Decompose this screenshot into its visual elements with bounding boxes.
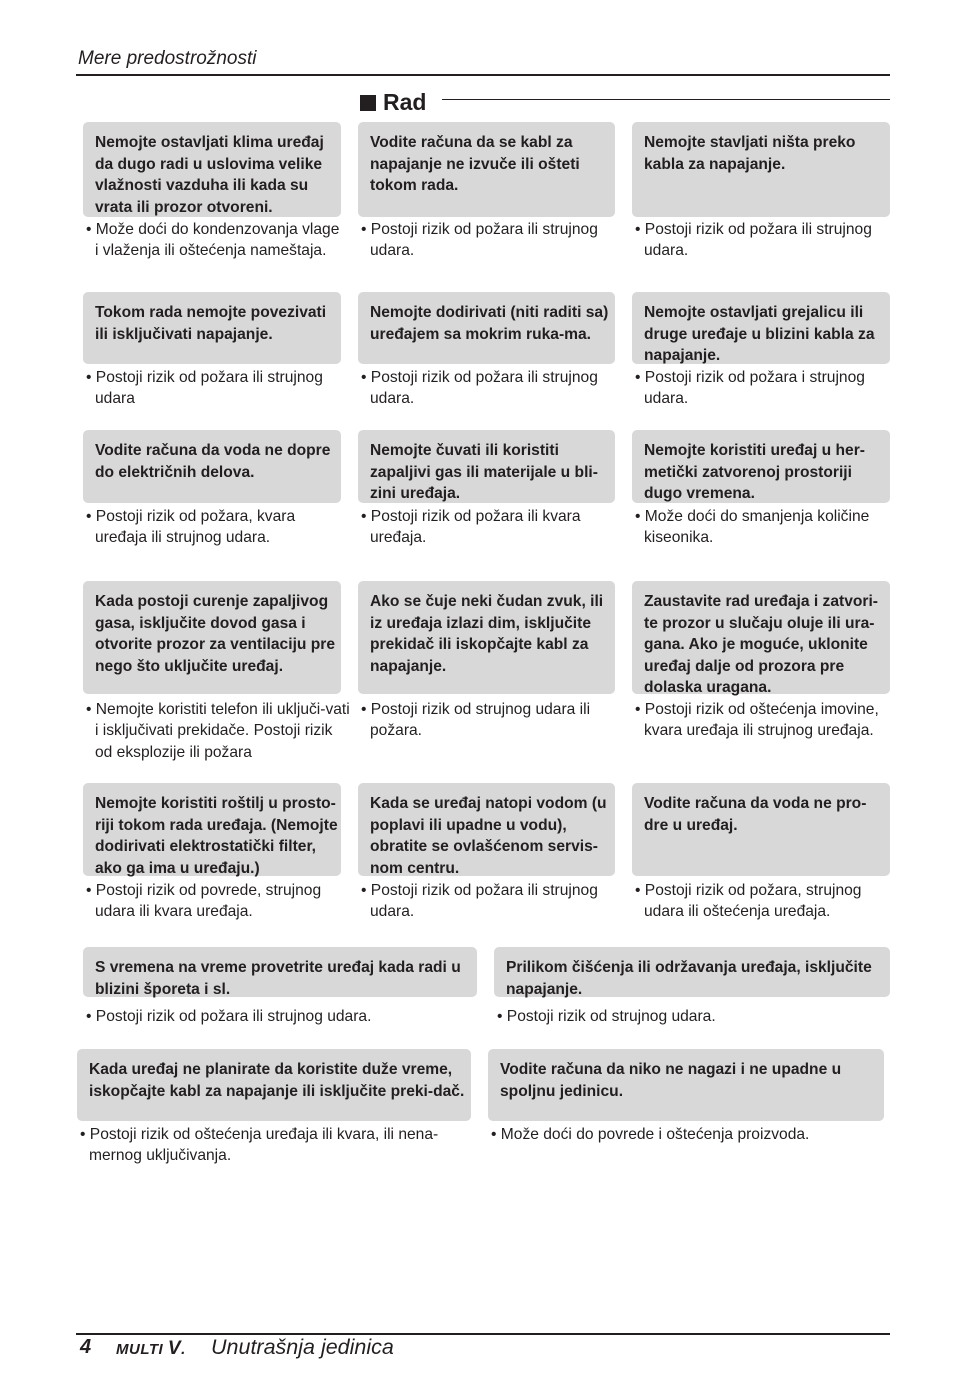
- warning-box: Tokom rada nemojte povezivati ili isključivati napajanje.: [83, 292, 341, 364]
- footer-title: Unutrašnja jedinica: [211, 1335, 394, 1359]
- warning-box: Kada se uređaj natopi vodom (u poplavi ili upadne u vodu), obratite se ovlašćenom servis-nom centru.: [358, 783, 615, 876]
- running-header: Mere predostrožnosti: [78, 48, 257, 69]
- warning-note: • Postoji rizik od oštećenja uređaja ili kvara, ili nena-mernog uključivanja.: [80, 1126, 439, 1165]
- warning-note: • Postoji rizik od požara ili strujnog udara.: [361, 882, 598, 921]
- warning-box: Kada postoji curenje zapaljivog gasa, isključite dovod gasa i otvorite prozor za ventilaciju pre nego što uključite uređaj.: [83, 581, 341, 694]
- warning-box: Kada uređaj ne planirate da koristite duže vreme, iskopčajte kabl za napajanje ili isključite preki-dač.: [77, 1049, 471, 1121]
- warning-box: Nemojte čuvati ili koristiti zapaljivi gas ili materijale u bli-zini uređaja.: [358, 430, 615, 503]
- footer-rule: [76, 1333, 890, 1335]
- warning-box: Nemojte koristiti uređaj u her-metički zatvorenoj prostoriji dugo vremena.: [632, 430, 890, 503]
- warning-box: Nemojte koristiti roštilj u prosto-riji tokom rada uređaja. (Nemojte dodirivati elektrostatički filter, ako ga ima u uređaju.): [83, 783, 341, 876]
- warning-box: Nemojte dodirivati (niti raditi sa) uređajem sa mokrim ruka-ma.: [358, 292, 615, 364]
- warning-note: • Može doći do smanjenja količine kiseonika.: [635, 508, 870, 547]
- warning-note: • Postoji rizik od požara ili strujnog udara.: [86, 1008, 372, 1025]
- warning-note: • Postoji rizik od oštećenja imovine, kvara uređaja ili strujnog uređaja.: [635, 701, 879, 740]
- section-heading: [360, 89, 426, 116]
- warning-note: • Postoji rizik od strujnog udara.: [497, 1008, 716, 1025]
- warning-note: • Može doći do povrede i oštećenja proizvoda.: [491, 1126, 810, 1143]
- warning-note: • Postoji rizik od požara ili strujnog udara.: [361, 369, 598, 408]
- warning-box: Vodite računa da niko ne nagazi i ne upadne u spoljnu jedinicu.: [488, 1049, 884, 1121]
- warning-box: Prilikom čišćenja ili održavanja uređaja, isključite napajanje.: [494, 947, 890, 997]
- warning-box: Nemojte ostavljati klima uređaj da dugo radi u uslovima velike vlažnosti vazduha ili kada su vrata ili prozor otvoreni.: [83, 122, 341, 217]
- warning-note: • Postoji rizik od požara ili strujnog udara: [86, 369, 323, 408]
- warning-note: • Postoji rizik od povrede, strujnog udara ili kvara uređaja.: [86, 882, 322, 921]
- warning-note: • Može doći do kondenzovanja vlage i vlaženja ili oštećenja nameštaja.: [86, 221, 340, 260]
- section-title: Rad: [383, 89, 427, 115]
- warning-note: • Postoji rizik od požara ili strujnog udara.: [635, 221, 872, 260]
- warning-note: • Postoji rizik od požara, kvara uređaja ili strujnog udara.: [86, 508, 296, 547]
- warning-note: • Postoji rizik od požara, strujnog udara ili oštećenja uređaja.: [635, 882, 862, 921]
- warning-box: Zaustavite rad uređaja i zatvori-te prozor u slučaju oluje ili ura-gana. Ako je moguće, uklonite uređaj dalje od prozora pre dolaska uragana.: [632, 581, 890, 694]
- warning-box: Nemojte stavljati ništa preko kabla za napajanje.: [632, 122, 890, 217]
- warning-note: • Nemojte koristiti telefon ili uključi-vati i isključivati prekidače. Postoji rizik od eksplozije ili požara: [86, 701, 350, 761]
- warning-box: Vodite računa da voda ne dopre do električnih delova.: [83, 430, 341, 503]
- warning-note: • Postoji rizik od požara ili strujnog udara.: [361, 221, 598, 260]
- multi-v-logo: MULTI V.: [116, 1338, 186, 1359]
- warning-note: • Postoji rizik od strujnog udara ili požara.: [361, 701, 591, 740]
- warning-box: Nemojte ostavljati grejalicu ili druge uređaje u blizini kabla za napajanje.: [632, 292, 890, 364]
- page-number: 4: [80, 1336, 92, 1358]
- warning-box: S vremena na vreme provetrite uređaj kada radi u blizini šporeta i sl.: [83, 947, 477, 997]
- header-rule: [76, 74, 890, 76]
- warning-box: Vodite računa da voda ne pro-dre u uređaj.: [632, 783, 890, 876]
- warning-note: • Postoji rizik od požara ili kvara uređaja.: [361, 508, 581, 547]
- warning-box: Vodite računa da se kabl za napajanje ne izvuče ili ošteti tokom rada.: [358, 122, 615, 217]
- warning-box: Ako se čuje neki čudan zvuk, ili iz uređaja izlazi dim, isključite prekidač ili iskopčajte kabl za napajanje.: [358, 581, 615, 694]
- square-bullet-icon: [360, 95, 376, 111]
- section-rule: [442, 99, 890, 100]
- warning-note: • Postoji rizik od požara i strujnog udara.: [635, 369, 865, 408]
